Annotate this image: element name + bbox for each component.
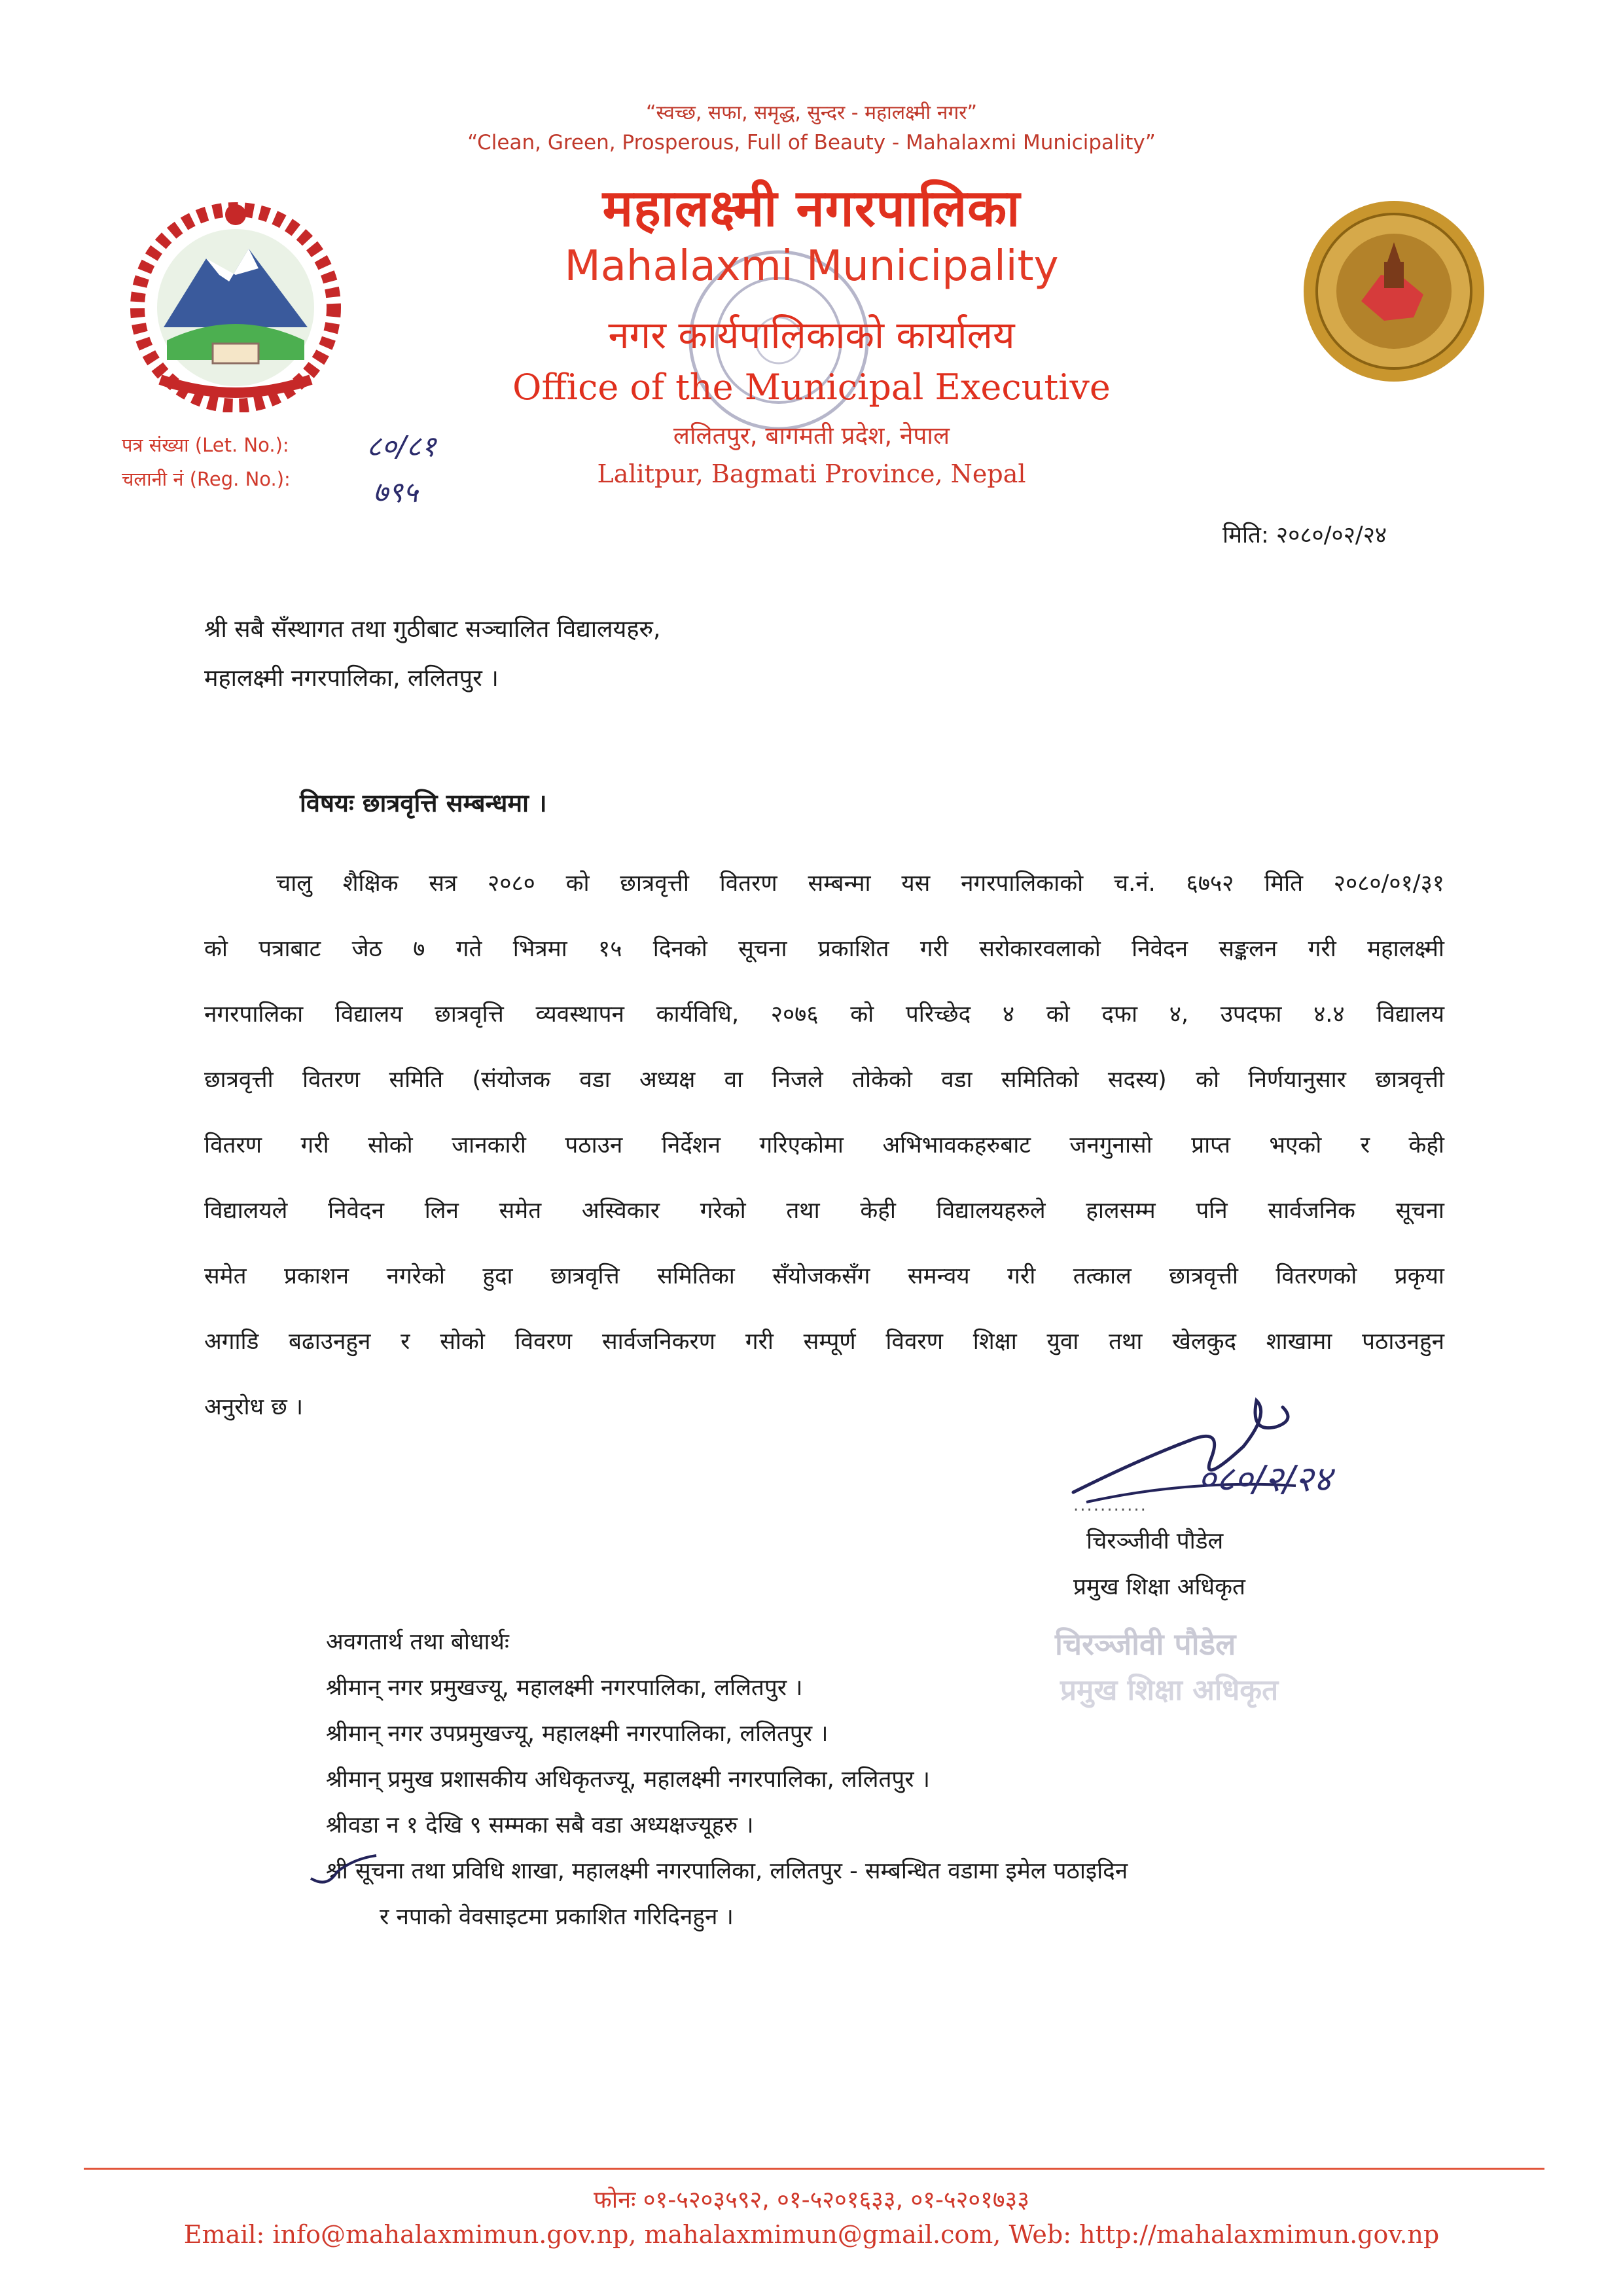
recipient-line-2: महालक्ष्मी नगरपालिका, ललितपुर । [204,665,499,692]
footer-divider [84,2168,1544,2170]
letter-body [204,867,1444,1424]
name-stamp: चिरञ्जीवी पौडेल [1055,1626,1236,1662]
office-name-nepali: नगर कार्यपालिकाको कार्यालय [608,313,1015,357]
signature-date: ०८०/२/२४ [1198,1458,1332,1499]
body-line: अनुरोध छ । [204,1394,304,1420]
letter-number-value: ८०/८१ [366,430,437,463]
cc-item: श्रीमान् प्रमुख प्रशासकीय अधिकृतज्यू, महालक्ष्मी नगरपालिका, ललितपुर । [326,1767,930,1793]
body-line: को पत्राबाट जेठ ७ गते भित्रमा १५ दिनको सूचना प्रकाशित गरी सरोकारवलाको निवेदन सङ्कलन गरी महालक्ष्मी [204,936,1444,962]
body-line: विद्यालयले निवेदन लिन समेत अस्विकार गरेको तथा केही विद्यालयहरुले हालसम्म पनि सार्वजनिक सूचना [204,1198,1444,1224]
title-stamp: प्रमुख शिक्षा अधिकृत [1060,1674,1279,1707]
footer-contact: Email: info@mahalaxmimun.gov.np, mahalaxmimun@gmail.com, Web: http://mahalaxmimun.gov.np [183,2220,1440,2249]
municipality-name-english: Mahalaxmi Municipality [564,242,1059,291]
body-line: अगाडि बढाउनहुन र सोको विवरण सार्वजनिकरण गरी सम्पूर्ण विवरण शिक्षा युवा तथा खेलकुद शाखामा पठाउनहुन [204,1329,1444,1355]
body-line: समेत प्रकाशन नगरेको हुदा छात्रवृत्ति समितिका सँयोजकसँग समन्वय गरी तत्काल छात्रवृत्ती वितरणको प्रकृया [204,1263,1444,1289]
cc-item: श्रीवडा न १ देखि ९ सम्मका सबै वडा अध्यक्षज्यूहरु । [326,1812,754,1839]
body-line: वितरण गरी सोको जानकारी पठाउन निर्देशन गरिएकोमा अभिभावकहरुबाट जनगुनासो प्राप्त भएको र केही [204,1132,1444,1158]
checkmark-icon [308,1852,380,1892]
subject-line: विषयः छात्रवृत्ति सम्बन्धमा । [300,789,547,817]
cc-item: श्री सूचना तथा प्रविधि शाखा, महालक्ष्मी नगरपालिका, ललितपुर - सम्बन्धित वडामा इमेल पठाइदिन [326,1858,1128,1884]
cc-heading: अवगतार्थ तथा बोधार्थः [326,1629,509,1655]
signatory-title: प्रमुख शिक्षा अधिकृत [1073,1574,1245,1600]
motto-english: “Clean, Green, Prosperous, Full of Beauty - Mahalaxmi Municipality” [467,131,1156,154]
letter-date: मिति: २०८०/०२/२४ [1222,522,1387,548]
registration-number-label: चलानी नं (Reg. No.): [122,468,291,490]
office-name-english: Office of the Municipal Executive [512,367,1111,408]
registration-number-value: ७९५ [373,476,418,509]
footer-phone: फोनः ०१-५२०३५९२, ०१-५२०१६३३, ०१-५२०१७३३ [594,2187,1029,2214]
recipient-line-1: श्री सबै सँस्थागत तथा गुठीबाट सञ्चालित विद्यालयहरु, [204,616,661,643]
letter-number-label: पत्र संख्या (Let. No.): [122,434,289,456]
signature-dots: ........... [1073,1496,1147,1515]
signatory-name: चिरञ्जीवी पौडेल [1086,1528,1224,1554]
body-line: छात्रवृत्ती वितरण समिति (संयोजक वडा अध्यक्ष वा निजले तोकेको वडा समितिको सदस्य) को निर्णयानुसार छात्रवृत्ती [204,1067,1444,1093]
address-nepali: ललितपुर, बागमती प्रदेश, नेपाल [673,422,950,450]
municipality-name-nepali: महालक्ष्मी नगरपालिका [602,179,1021,238]
motto-nepali: “स्वच्छ, सफा, समृद्ध, सुन्दर - महालक्ष्मी नगर” [645,101,978,124]
address-english: Lalitpur, Bagmati Province, Nepal [597,459,1026,488]
cc-item: श्रीमान् नगर प्रमुखज्यू, महालक्ष्मी नगरपालिका, ललितपुर । [326,1675,803,1701]
body-line: नगरपालिका विद्यालय छात्रवृत्ति व्यवस्थापन कार्यविधि, २०७६ को परिच्छेद ४ को दफा ४, उपदफा ४.४ विद्यालय [204,1001,1444,1028]
body-line: चालु शैक्षिक सत्र २०८० को छात्रवृत्ती वितरण सम्बन्मा यस नगरपालिकाको च.नं. ६७५२ मिति २०८०/०१/३१ [276,870,1444,897]
cc-item: र नपाको वेवसाइटमा प्रकाशित गरिदिनहुन । [380,1904,734,1930]
cc-item: श्रीमान् नगर उपप्रमुखज्यू, महालक्ष्मी नगरपालिका, ललितपुर । [326,1721,829,1747]
